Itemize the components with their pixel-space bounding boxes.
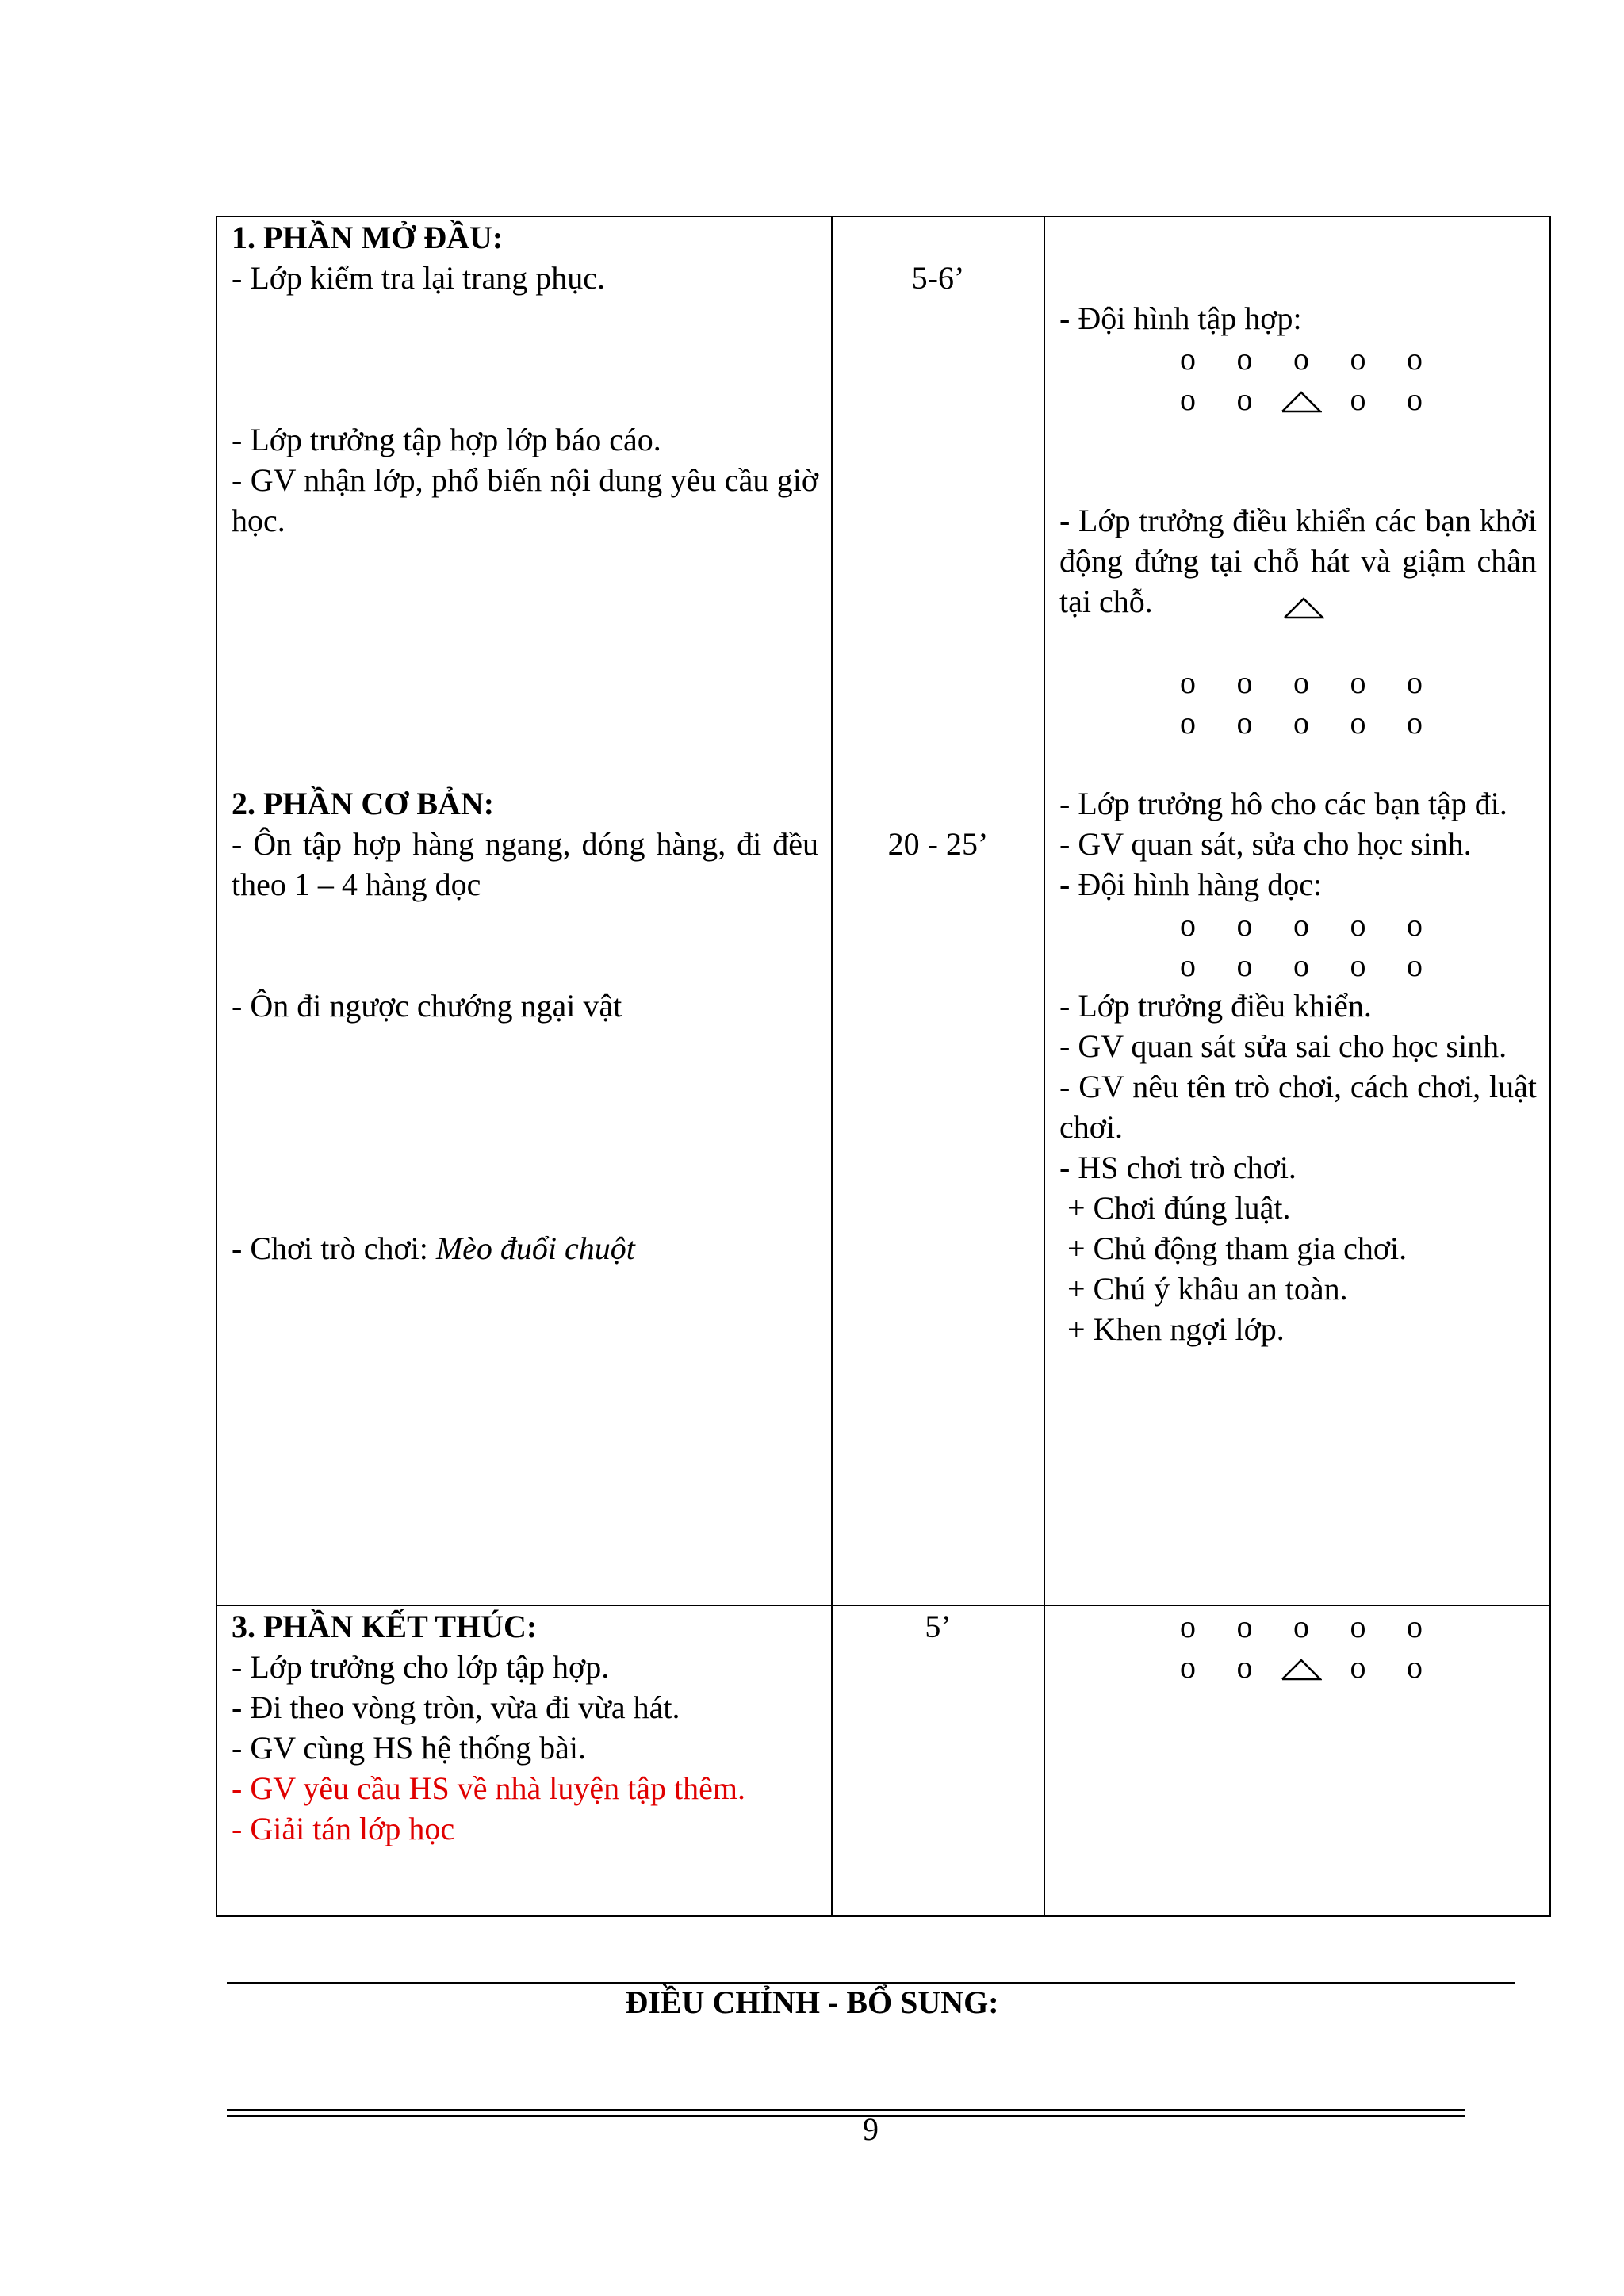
content-cell: [216, 216, 832, 1605]
method-cell: [1044, 216, 1550, 1605]
student-mark: o: [1236, 947, 1253, 983]
game-prefix: - Chơi trò chơi:: [232, 1230, 436, 1266]
game-name: Mèo đuổi chuột: [435, 1230, 635, 1266]
method-text: - GV quan sát sửa sai cho học sinh.: [1059, 1028, 1507, 1064]
rule-item: + Khen ngợi lớp.: [1067, 1311, 1285, 1347]
student-mark: o: [1350, 1609, 1366, 1644]
time-value: 5-6’: [911, 260, 965, 296]
student-mark: o: [1350, 381, 1366, 417]
student-mark: o: [1407, 907, 1423, 943]
list-item-highlight: - GV yêu cầu HS về nhà luyện tập thêm.: [232, 1770, 745, 1806]
time-cell: [832, 216, 1044, 1605]
student-mark: o: [1236, 1609, 1253, 1644]
student-mark: o: [1350, 664, 1366, 700]
student-mark: o: [1407, 947, 1423, 983]
method-text: - HS chơi trò chơi.: [1059, 1150, 1297, 1185]
list-item: - Lớp kiểm tra lại trang phục.: [232, 260, 605, 296]
student-mark: o: [1236, 341, 1253, 377]
list-item: - GV cùng HS hệ thống bài.: [232, 1730, 586, 1766]
section-closing-row: [216, 1605, 1550, 1916]
list-item: - Ôn đi ngược chướng ngại vật: [232, 988, 622, 1024]
student-mark: o: [1293, 947, 1309, 983]
list-item-highlight: - Giải tán lớp học: [232, 1811, 455, 1846]
student-mark: o: [1350, 1649, 1366, 1685]
teacher-triangle-icon: [1283, 594, 1324, 621]
student-mark: o: [1180, 705, 1196, 740]
adjustment-heading: ĐIỀU CHỈNH - BỔ SUNG:: [625, 1984, 999, 2020]
student-mark: o: [1236, 705, 1253, 740]
student-mark: o: [1350, 947, 1366, 983]
teacher-triangle-icon: [1292, 1655, 1311, 1679]
student-mark: o: [1350, 705, 1366, 740]
rule-item: + Chủ động tham gia chơi.: [1067, 1230, 1408, 1266]
student-mark: o: [1293, 1609, 1309, 1644]
formation-diagram: [1178, 1606, 1537, 1687]
method-text: - Đội hình hàng dọc:: [1059, 867, 1323, 902]
list-item: [232, 1228, 818, 1269]
student-mark: o: [1180, 1649, 1196, 1685]
student-mark: o: [1293, 705, 1309, 740]
method-cell: [1044, 1605, 1550, 1916]
student-mark: o: [1293, 664, 1309, 700]
student-mark: o: [1293, 907, 1309, 943]
student-mark: o: [1407, 664, 1423, 700]
time-value: 5’: [925, 1609, 952, 1644]
student-mark: o: [1180, 381, 1196, 417]
list-item: - GV nhận lớp, phổ biến nội dung yêu cầu giờ học.: [232, 462, 818, 538]
student-mark: o: [1180, 341, 1196, 377]
list-item: - Lớp trưởng tập hợp lớp báo cáo.: [232, 422, 661, 457]
section-opening-row: [216, 216, 1550, 1605]
list-item: - Lớp trưởng cho lớp tập hợp.: [232, 1649, 610, 1685]
student-mark: o: [1236, 381, 1253, 417]
student-mark: o: [1180, 947, 1196, 983]
student-mark: o: [1407, 1609, 1423, 1644]
section-title: 3. PHẦN KẾT THÚC:: [232, 1609, 538, 1644]
section-title: 1. PHẦN MỞ ĐẦU:: [232, 220, 504, 255]
student-mark: o: [1407, 341, 1423, 377]
student-mark: o: [1236, 664, 1253, 700]
method-text: - Lớp trưởng điều khiển các bạn khởi động đứng tại chỗ hát và giậm chân tại chỗ.: [1059, 503, 1537, 619]
student-mark: o: [1180, 1609, 1196, 1644]
formation-diagram: [1178, 662, 1537, 743]
section-title: 2. PHẦN CƠ BẢN:: [232, 786, 495, 821]
rule-item: + Chú ý khâu an toàn.: [1067, 1271, 1348, 1307]
student-mark: o: [1180, 664, 1196, 700]
page-number: 9: [863, 2111, 879, 2147]
content-cell: [216, 1605, 832, 1916]
student-mark: o: [1350, 341, 1366, 377]
lesson-plan-table: [216, 216, 1551, 1917]
method-text: - GV nêu tên trò chơi, cách chơi, luật chơi.: [1059, 1069, 1537, 1145]
student-mark: o: [1350, 907, 1366, 943]
student-mark: o: [1407, 1649, 1423, 1685]
student-mark: o: [1293, 341, 1309, 377]
teacher-triangle-icon: [1292, 388, 1311, 411]
method-text: - Lớp trưởng hô cho các bạn tập đi.: [1059, 786, 1507, 821]
method-text: - Lớp trưởng điều khiển.: [1059, 988, 1372, 1024]
list-item: - Đi theo vòng tròn, vừa đi vừa hát.: [232, 1689, 680, 1725]
student-mark: o: [1236, 907, 1253, 943]
formation-diagram: [1178, 339, 1537, 419]
formation-diagram: [1178, 905, 1537, 985]
method-text: - GV quan sát, sửa cho học sinh.: [1059, 826, 1472, 862]
time-cell: [832, 1605, 1044, 1916]
list-item: - Ôn tập hợp hàng ngang, dóng hàng, đi đều theo 1 – 4 hàng dọc: [232, 826, 818, 902]
student-mark: o: [1407, 705, 1423, 740]
student-mark: o: [1407, 381, 1423, 417]
time-value: 20 - 25’: [887, 826, 989, 862]
student-mark: o: [1236, 1649, 1253, 1685]
method-text: - Đội hình tập hợp:: [1059, 300, 1302, 336]
student-mark: o: [1180, 907, 1196, 943]
rule-item: + Chơi đúng luật.: [1067, 1190, 1291, 1226]
